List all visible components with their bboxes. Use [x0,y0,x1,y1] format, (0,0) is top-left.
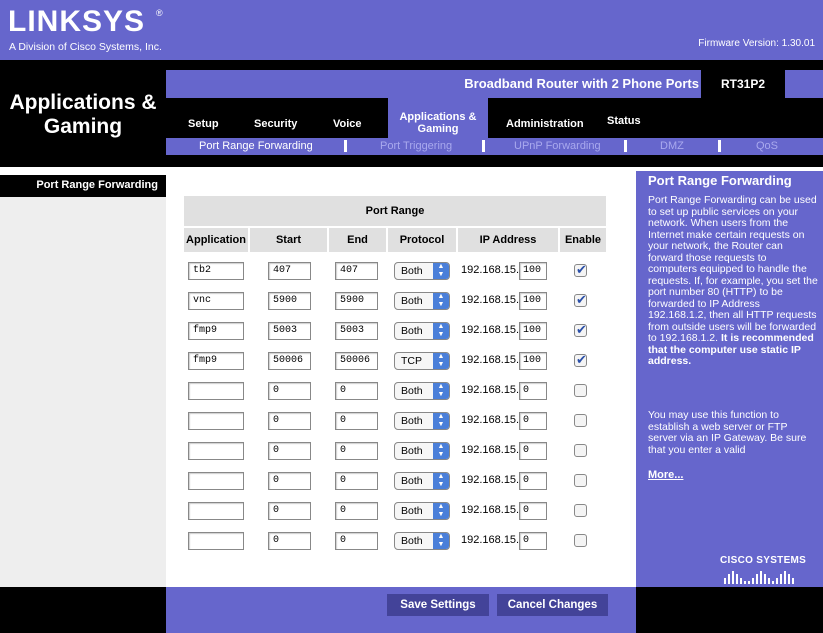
left-spacer [0,167,166,175]
tab-voice[interactable]: Voice [333,118,362,130]
table-row [184,316,606,346]
main-tabs [166,98,823,138]
start-port-input[interactable]: 0 [268,442,311,460]
col-protocol: Protocol [388,228,456,252]
protocol-value: Both [401,445,423,457]
help-spacer [636,167,823,171]
enable-checkbox[interactable] [574,414,587,427]
start-port-input[interactable]: 0 [268,472,311,490]
start-port-input[interactable]: 5003 [268,322,311,340]
application-input[interactable]: tb2 [188,262,244,280]
table-row [184,286,606,316]
end-port-input[interactable]: 0 [335,532,378,550]
protocol-select[interactable] [394,262,450,280]
ip-prefix: 192.168.15. [461,294,520,306]
end-port-input[interactable]: 0 [335,502,378,520]
ip-prefix: 192.168.15. [461,324,520,336]
ip-last-octet-input[interactable]: 0 [519,412,547,430]
ip-prefix: 192.168.15. [461,414,520,426]
protocol-value: TCP [401,355,422,367]
protocol-value: Both [401,505,423,517]
protocol-select[interactable] [394,412,450,430]
application-input[interactable] [188,412,244,430]
ip-last-octet-input[interactable]: 100 [519,352,547,370]
table-title: Port Range [184,196,606,226]
subtab-separator [624,140,627,152]
logo-tagline: A Division of Cisco Systems, Inc. [9,41,162,53]
product-name: Broadband Router with 2 Phone Ports [464,76,699,91]
ip-last-octet-input[interactable]: 100 [519,262,547,280]
ip-prefix: 192.168.15. [461,444,520,456]
col-ip-address: IP Address [458,228,558,252]
cisco-logo-text: CISCO SYSTEMS [720,555,807,566]
left-label-bar [0,175,166,197]
ip-prefix: 192.168.15. [461,264,520,276]
help-more-link[interactable]: More... [648,469,684,481]
select-arrows-icon: ▲ ▼ [433,263,449,279]
help-body-text: Port Range Forwarding can be used to set up public services on your network. When users from the Internet make certain requests on your network, the Router can forward those requests to computers equipped to handle the requests. If, for example, you set the port number 80 (HTTP) to be forwarded to IP Address 192.168.1.2, then all HTTP requests from outside users will be forwarded to 192.168.1.2. [648,194,818,344]
protocol-value: Both [401,295,423,307]
protocol-select[interactable] [394,322,450,340]
help-panel [636,167,823,587]
help-body-2: You may use this function to establish a web server or FTP server via an IP Gateway. Be sure that you enter a valid [648,409,807,456]
subtab-port-range-forwarding[interactable]: Port Range Forwarding [199,140,313,152]
help-body [648,195,818,368]
protocol-select[interactable] [394,442,450,460]
cisco-bars-icon [722,568,802,586]
protocol-value: Both [401,535,423,547]
tab-setup[interactable]: Setup [188,118,219,130]
subtab-separator [482,140,485,152]
application-input[interactable] [188,442,244,460]
left-section-label: Port Range Forwarding [36,179,158,191]
ip-last-octet-input[interactable]: 0 [519,472,547,490]
ip-prefix: 192.168.15. [461,474,520,486]
table-row [184,436,606,466]
enable-checkbox[interactable] [574,384,587,397]
end-port-input[interactable]: 5003 [335,322,378,340]
protocol-value: Both [401,475,423,487]
firmware-version: Firmware Version: 1.30.01 [698,38,815,49]
enable-checkbox[interactable] [574,444,587,457]
application-input[interactable]: fmp9 [188,322,244,340]
footer-left [0,587,166,633]
table-column-headers [184,228,606,252]
table-row [184,256,606,286]
table-row [184,376,606,406]
application-input[interactable]: vnc [188,292,244,310]
application-input[interactable] [188,502,244,520]
table-row [184,406,606,436]
ip-prefix: 192.168.15. [461,504,520,516]
enable-checkbox[interactable] [574,264,587,277]
col-application: Application [184,228,248,252]
application-input[interactable] [188,382,244,400]
enable-checkbox[interactable] [574,504,587,517]
protocol-value: Both [401,265,423,277]
select-arrows-icon: ▲ ▼ [433,533,449,549]
protocol-select[interactable] [394,382,450,400]
table-row [184,346,606,376]
cisco-logo [650,555,810,587]
select-arrows-icon: ▲ ▼ [433,473,449,489]
protocol-value: Both [401,415,423,427]
end-port-input[interactable]: 0 [335,412,378,430]
enable-checkbox[interactable] [574,474,587,487]
end-port-input[interactable]: 50006 [335,352,378,370]
end-port-input[interactable]: 0 [335,442,378,460]
tab-security[interactable]: Security [254,118,298,130]
end-port-input[interactable]: 407 [335,262,378,280]
protocol-value: Both [401,325,423,337]
start-port-input[interactable]: 407 [268,262,311,280]
ip-prefix: 192.168.15. [461,354,520,366]
select-arrows-icon: ▲ ▼ [433,293,449,309]
save-settings-button[interactable]: Save Settings [387,594,489,616]
end-port-input[interactable]: 0 [335,472,378,490]
application-input[interactable] [188,472,244,490]
protocol-select[interactable] [394,472,450,490]
linksys-logo [8,6,168,56]
subtab-bar [166,138,823,155]
subtab-dmz[interactable]: DMZ [660,140,684,152]
tab-applications-gaming[interactable]: Applications & Gaming [399,111,477,135]
col-enable: Enable [560,228,606,252]
ip-last-octet-input[interactable]: 0 [519,532,547,550]
cancel-changes-button[interactable]: Cancel Changes [497,594,608,616]
select-arrows-icon: ▲ ▼ [433,383,449,399]
model-number: RT31P2 [701,70,785,98]
footer-right [636,587,823,633]
table-row [184,496,606,526]
enable-checkbox[interactable] [574,534,587,547]
ip-last-octet-input[interactable]: 0 [519,442,547,460]
application-input[interactable]: fmp9 [188,352,244,370]
ip-last-octet-input[interactable]: 100 [519,292,547,310]
end-port-input[interactable]: 5900 [335,292,378,310]
start-port-input[interactable]: 50006 [268,352,311,370]
select-arrows-icon: ▲ ▼ [433,413,449,429]
subtab-upnp-forwarding[interactable]: UPnP Forwarding [514,140,601,152]
ip-prefix: 192.168.15. [461,534,520,546]
start-port-input[interactable]: 5900 [268,292,311,310]
select-arrows-icon: ▲ ▼ [433,503,449,519]
start-port-input[interactable]: 0 [268,412,311,430]
help-body-bold: It is recommended that the computer use static IP address. [648,332,814,367]
ip-last-octet-input[interactable]: 0 [519,382,547,400]
start-port-input[interactable]: 0 [268,382,311,400]
ip-prefix: 192.168.15. [461,384,520,396]
registered-mark: ® [156,8,163,18]
select-arrows-icon: ▲ ▼ [433,443,449,459]
select-arrows-icon: ▲ ▼ [433,353,449,369]
tab-status[interactable]: Status [607,115,641,127]
subtab-qos[interactable]: QoS [756,140,779,152]
col-start: Start [250,228,327,252]
start-port-input[interactable]: 0 [268,532,311,550]
table-row [184,526,606,556]
table-row [184,466,606,496]
section-title: Applications & Gaming [9,91,157,138]
enable-checkbox[interactable] [574,294,587,307]
protocol-value: Both [401,385,423,397]
left-column [0,167,166,587]
top-banner [0,0,823,60]
ip-last-octet-input[interactable]: 100 [519,322,547,340]
protocol-select[interactable] [394,532,450,550]
enable-checkbox[interactable] [574,324,587,337]
select-arrows-icon: ▲ ▼ [433,323,449,339]
subtab-separator [718,140,721,152]
protocol-select[interactable] [394,502,450,520]
subtab-separator [344,140,347,152]
application-input[interactable] [188,532,244,550]
start-port-input[interactable]: 0 [268,502,311,520]
subtab-port-triggering[interactable]: Port Triggering [380,140,453,152]
end-port-input[interactable]: 0 [335,382,378,400]
protocol-select[interactable] [394,352,450,370]
logo-text: LINKSYS [8,5,146,38]
help-title: Port Range Forwarding [648,173,792,188]
protocol-select[interactable] [394,292,450,310]
enable-checkbox[interactable] [574,354,587,367]
col-end: End [329,228,386,252]
ip-last-octet-input[interactable]: 0 [519,502,547,520]
tab-administration[interactable]: Administration [506,118,584,130]
